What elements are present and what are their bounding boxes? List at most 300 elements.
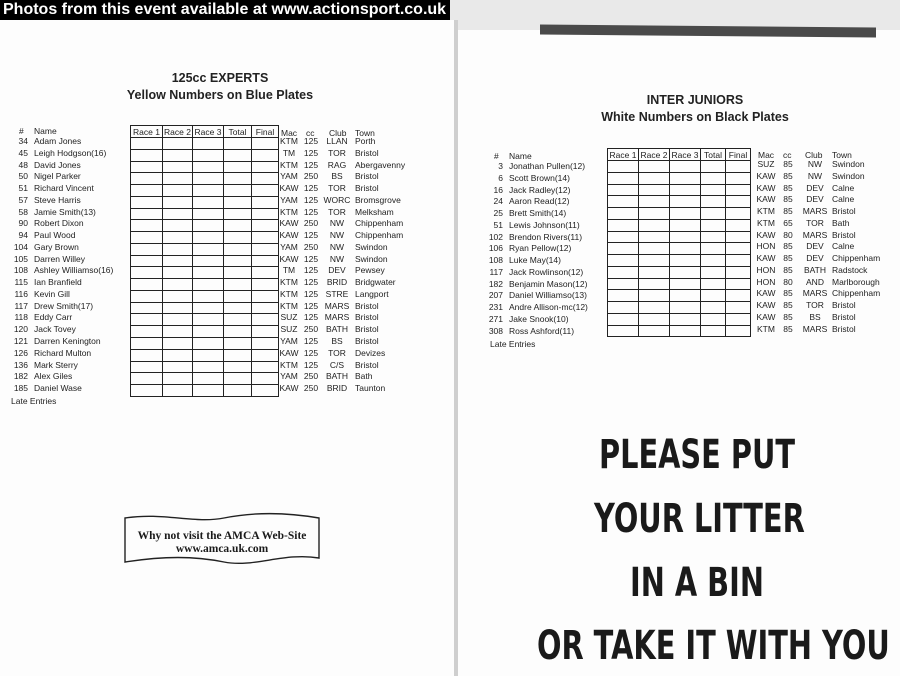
right-rider-club: BATH: [803, 264, 827, 275]
score-cell[interactable]: [131, 279, 163, 291]
left-rider-town: Bristol: [355, 336, 379, 347]
score-cell[interactable]: [193, 361, 224, 373]
table-row: [608, 325, 751, 337]
score-cell[interactable]: [131, 161, 163, 173]
score-cell[interactable]: [608, 313, 639, 325]
left-rider-cc: 250: [303, 218, 319, 229]
score-cell[interactable]: [193, 314, 224, 326]
right-rider-club: BS: [809, 311, 821, 322]
right-rider-club: DEV: [806, 253, 824, 264]
left-rider-mac: TM: [282, 147, 296, 158]
left-rider-cc: 125: [303, 253, 319, 264]
score-cell[interactable]: [726, 196, 751, 208]
left-rider-name: Eddy Carr: [34, 312, 73, 323]
right-rider-cc: 85: [783, 288, 793, 299]
score-cell[interactable]: [670, 208, 701, 220]
score-cell[interactable]: [193, 255, 224, 267]
right-rider-num: 51: [493, 219, 503, 230]
right-rider-cc: 85: [783, 264, 793, 275]
score-cell[interactable]: [608, 208, 639, 220]
score-cell[interactable]: [726, 290, 751, 302]
score-cell[interactable]: [726, 266, 751, 278]
score-cell[interactable]: [726, 172, 751, 184]
score-cell[interactable]: [701, 278, 726, 290]
table-row: [131, 373, 279, 385]
score-cell[interactable]: [701, 172, 726, 184]
score-cell[interactable]: [131, 267, 163, 279]
score-cell[interactable]: [701, 161, 726, 173]
left-rider-club: MARS: [324, 312, 350, 323]
score-cell[interactable]: [224, 149, 252, 161]
score-cell[interactable]: [639, 266, 670, 278]
right-rider-club: MARS: [802, 323, 828, 334]
score-cell[interactable]: [224, 267, 252, 279]
right-head-club: Club: [805, 150, 823, 160]
score-cell[interactable]: [163, 302, 193, 314]
score-cell[interactable]: [639, 255, 670, 267]
right-rider-cc: 85: [783, 323, 793, 334]
left-head-mac: Mac: [281, 128, 298, 138]
score-cell[interactable]: [224, 232, 252, 244]
left-rider-mac: KAW: [279, 347, 299, 358]
left-rider-cc: 125: [303, 300, 319, 311]
score-cell[interactable]: [131, 232, 163, 244]
score-cell[interactable]: [163, 373, 193, 385]
score-cell[interactable]: [163, 338, 193, 350]
score-cell[interactable]: [608, 243, 639, 255]
score-cell[interactable]: [131, 338, 163, 350]
score-cell[interactable]: [639, 184, 670, 196]
right-rider-mac: KAW: [756, 300, 776, 311]
score-cell[interactable]: [193, 220, 224, 232]
score-cell[interactable]: [193, 349, 224, 361]
score-cell[interactable]: [701, 208, 726, 220]
score-cell[interactable]: [131, 290, 163, 302]
score-cell[interactable]: [670, 302, 701, 314]
score-cell[interactable]: [224, 361, 252, 373]
left-number-column: [8, 136, 28, 395]
left-rider-num: 120: [13, 324, 28, 335]
score-cell[interactable]: [224, 290, 252, 302]
score-cell[interactable]: [131, 149, 163, 161]
score-cell[interactable]: [701, 266, 726, 278]
score-cell[interactable]: [252, 385, 279, 397]
score-cell[interactable]: [193, 196, 224, 208]
score-cell[interactable]: [252, 173, 279, 185]
score-cell[interactable]: [639, 231, 670, 243]
right-rider-name: Brett Smith(14): [509, 208, 567, 219]
left-rider-club: TOR: [328, 183, 346, 194]
score-cell[interactable]: [252, 243, 279, 255]
score-cell[interactable]: [670, 290, 701, 302]
score-cell[interactable]: [252, 196, 279, 208]
score-cell[interactable]: [608, 196, 639, 208]
score-cell[interactable]: [639, 290, 670, 302]
table-row: [131, 208, 279, 220]
left-rider-name: Gary Brown: [34, 241, 79, 252]
left-rider-town: Bath: [355, 371, 373, 382]
score-cell[interactable]: [726, 313, 751, 325]
score-cell[interactable]: [608, 172, 639, 184]
score-cell[interactable]: [163, 220, 193, 232]
score-cell[interactable]: [608, 231, 639, 243]
score-cell[interactable]: [163, 149, 193, 161]
left-rider-cc: 125: [303, 336, 319, 347]
table-row: [608, 302, 751, 314]
score-cell[interactable]: [224, 326, 252, 338]
score-cell[interactable]: [193, 173, 224, 185]
score-cell[interactable]: [224, 173, 252, 185]
right-rider-cc: 85: [783, 182, 793, 193]
left-rider-num: 94: [18, 230, 28, 241]
score-cell[interactable]: [193, 385, 224, 397]
table-row: [131, 173, 279, 185]
left-rider-town: Langport: [355, 288, 389, 299]
score-cell[interactable]: [639, 243, 670, 255]
left-rider-num: 118: [14, 312, 28, 323]
score-cell[interactable]: [670, 161, 701, 173]
score-cell[interactable]: [131, 314, 163, 326]
score-cell[interactable]: [670, 231, 701, 243]
table-row: [608, 278, 751, 290]
score-cell[interactable]: [726, 219, 751, 231]
score-cell[interactable]: [608, 219, 639, 231]
score-cell[interactable]: [252, 349, 279, 361]
score-cell[interactable]: [224, 338, 252, 350]
right-head-race2: Race 2: [639, 149, 670, 161]
score-cell[interactable]: [163, 255, 193, 267]
left-rider-mac: KTM: [280, 136, 298, 146]
right-rider-town: Bristol: [832, 323, 856, 334]
table-row: [131, 290, 279, 302]
score-cell[interactable]: [670, 266, 701, 278]
score-cell[interactable]: [252, 185, 279, 197]
right-rider-club: MARS: [802, 288, 828, 299]
score-cell[interactable]: [193, 149, 224, 161]
score-cell[interactable]: [224, 255, 252, 267]
left-rider-club: TOR: [328, 347, 346, 358]
score-cell[interactable]: [224, 196, 252, 208]
left-rider-mac: YAM: [280, 171, 298, 182]
score-cell[interactable]: [224, 243, 252, 255]
score-cell[interactable]: [639, 278, 670, 290]
left-rider-club: BRID: [326, 277, 348, 288]
photo-banner[interactable]: Photos from this event available at www.actionsport.co.uk: [0, 0, 450, 20]
score-cell[interactable]: [193, 373, 224, 385]
score-cell[interactable]: [163, 196, 193, 208]
score-cell[interactable]: [163, 267, 193, 279]
score-cell[interactable]: [701, 290, 726, 302]
table-row: [608, 290, 751, 302]
score-cell[interactable]: [163, 385, 193, 397]
score-cell[interactable]: [193, 290, 224, 302]
score-cell[interactable]: [224, 314, 252, 326]
score-cell[interactable]: [193, 302, 224, 314]
score-cell[interactable]: [639, 172, 670, 184]
right-cc-column: [779, 159, 797, 335]
score-cell[interactable]: [193, 243, 224, 255]
score-cell[interactable]: [131, 349, 163, 361]
score-cell[interactable]: [193, 338, 224, 350]
score-cell[interactable]: [252, 138, 279, 150]
score-cell[interactable]: [224, 138, 252, 150]
left-rider-cc: 250: [303, 371, 319, 382]
score-cell[interactable]: [608, 290, 639, 302]
left-rider-cc: 250: [303, 171, 319, 182]
score-cell[interactable]: [670, 172, 701, 184]
score-cell[interactable]: [252, 232, 279, 244]
left-rider-cc: 250: [303, 241, 319, 252]
score-cell[interactable]: [701, 255, 726, 267]
right-rider-mac: KTM: [757, 323, 775, 334]
score-cell[interactable]: [193, 161, 224, 173]
score-cell[interactable]: [726, 208, 751, 220]
score-cell[interactable]: [639, 302, 670, 314]
left-rider-mac: KTM: [280, 300, 298, 311]
score-cell[interactable]: [252, 290, 279, 302]
score-cell[interactable]: [608, 255, 639, 267]
score-cell[interactable]: [252, 314, 279, 326]
left-rider-town: Bristol: [355, 359, 379, 370]
score-cell[interactable]: [163, 326, 193, 338]
score-cell[interactable]: [193, 232, 224, 244]
score-cell[interactable]: [726, 278, 751, 290]
right-rider-club: MARS: [802, 229, 828, 240]
score-cell[interactable]: [670, 243, 701, 255]
score-cell[interactable]: [726, 161, 751, 173]
score-cell[interactable]: [639, 219, 670, 231]
score-cell[interactable]: [726, 184, 751, 196]
table-row: [131, 338, 279, 350]
score-cell[interactable]: [131, 361, 163, 373]
score-cell[interactable]: [608, 161, 639, 173]
score-cell[interactable]: [701, 196, 726, 208]
score-cell[interactable]: [224, 185, 252, 197]
left-rider-mac: KAW: [279, 383, 299, 394]
left-rider-cc: 125: [303, 359, 319, 370]
score-cell[interactable]: [670, 255, 701, 267]
score-cell[interactable]: [608, 266, 639, 278]
left-rider-mac: KTM: [280, 359, 298, 370]
score-cell[interactable]: [131, 385, 163, 397]
score-cell[interactable]: [670, 196, 701, 208]
score-cell[interactable]: [224, 349, 252, 361]
left-subtitle: Yellow Numbers on Blue Plates: [126, 88, 314, 102]
score-cell[interactable]: [131, 302, 163, 314]
right-rider-town: Swindon: [832, 159, 865, 169]
score-cell[interactable]: [639, 313, 670, 325]
left-rider-town: Bristol: [355, 300, 379, 311]
right-rider-mac: KAW: [756, 170, 776, 181]
left-rider-name: Ian Branfield: [34, 277, 82, 288]
score-cell[interactable]: [163, 243, 193, 255]
score-cell[interactable]: [224, 302, 252, 314]
score-cell[interactable]: [670, 325, 701, 337]
score-cell[interactable]: [163, 138, 193, 150]
left-rider-num: 115: [14, 277, 28, 288]
score-cell[interactable]: [131, 185, 163, 197]
left-rider-club: TOR: [328, 147, 346, 158]
score-cell[interactable]: [163, 173, 193, 185]
score-cell[interactable]: [726, 325, 751, 337]
left-rider-cc: 125: [303, 206, 319, 217]
score-cell[interactable]: [701, 231, 726, 243]
score-cell[interactable]: [193, 208, 224, 220]
score-cell[interactable]: [608, 184, 639, 196]
left-rider-club: BATH: [325, 324, 349, 335]
left-rider-town: Pewsey: [355, 265, 385, 276]
amca-ad-line1: Why not visit the AMCA Web-Site: [137, 530, 307, 542]
score-cell[interactable]: [131, 220, 163, 232]
score-cell[interactable]: [131, 255, 163, 267]
poster-line-4: OR TAKE IT WITH YOU: [537, 623, 890, 669]
left-rider-num: 57: [18, 194, 28, 205]
right-rider-name: Andre Allison-mc(12): [509, 302, 588, 313]
score-cell[interactable]: [726, 243, 751, 255]
right-rider-cc: 85: [783, 206, 793, 217]
score-cell[interactable]: [726, 255, 751, 267]
score-cell[interactable]: [670, 278, 701, 290]
score-cell[interactable]: [670, 219, 701, 231]
score-cell[interactable]: [252, 255, 279, 267]
score-cell[interactable]: [252, 326, 279, 338]
score-cell[interactable]: [701, 313, 726, 325]
score-cell[interactable]: [163, 208, 193, 220]
right-rider-mac: KAW: [756, 253, 776, 264]
score-cell[interactable]: [252, 161, 279, 173]
score-cell[interactable]: [252, 149, 279, 161]
score-cell[interactable]: [193, 326, 224, 338]
score-cell[interactable]: [193, 138, 224, 150]
score-cell[interactable]: [193, 279, 224, 291]
score-cell[interactable]: [131, 326, 163, 338]
score-cell[interactable]: [639, 325, 670, 337]
left-rider-num: 48: [18, 159, 28, 170]
poster-line-2: YOUR LITTER: [594, 496, 805, 542]
table-row: [131, 185, 279, 197]
score-cell[interactable]: [701, 302, 726, 314]
left-rider-num: 105: [13, 253, 28, 264]
score-cell[interactable]: [726, 231, 751, 243]
score-cell[interactable]: [224, 279, 252, 291]
right-rider-mac: KAW: [756, 182, 776, 193]
score-cell[interactable]: [701, 243, 726, 255]
score-cell[interactable]: [252, 220, 279, 232]
score-cell[interactable]: [252, 208, 279, 220]
left-head-town: Town: [355, 128, 375, 138]
score-cell[interactable]: [224, 208, 252, 220]
score-cell[interactable]: [163, 279, 193, 291]
score-cell[interactable]: [224, 220, 252, 232]
table-row: [608, 161, 751, 173]
score-cell[interactable]: [131, 373, 163, 385]
right-rider-num: 24: [493, 196, 503, 207]
score-cell[interactable]: [224, 373, 252, 385]
right-rider-club: NW: [807, 159, 823, 169]
right-rider-num: 117: [489, 266, 503, 277]
score-cell[interactable]: [608, 302, 639, 314]
left-head-race1: Race 1: [131, 126, 163, 138]
score-cell[interactable]: [131, 243, 163, 255]
right-rider-mac: KTM: [757, 206, 775, 217]
score-cell[interactable]: [252, 373, 279, 385]
score-cell[interactable]: [726, 302, 751, 314]
left-rider-num: 90: [18, 218, 28, 229]
score-cell[interactable]: [252, 279, 279, 291]
right-rider-cc: 85: [783, 300, 793, 311]
left-rider-name: Alex Giles: [34, 371, 73, 382]
score-cell[interactable]: [131, 173, 163, 185]
score-cell[interactable]: [193, 185, 224, 197]
right-title: INTER JUNIORS: [646, 93, 744, 107]
score-cell[interactable]: [639, 196, 670, 208]
left-rider-name: Darren Kenington: [34, 336, 101, 347]
left-rider-mac: KAW: [279, 183, 299, 194]
left-rider-town: Bristol: [355, 147, 379, 158]
score-cell[interactable]: [670, 313, 701, 325]
score-cell[interactable]: [252, 267, 279, 279]
right-rider-num: 207: [488, 290, 503, 301]
left-rider-club: BATH: [325, 371, 349, 382]
right-head-name: Name: [509, 151, 532, 161]
left-rider-town: Porth: [355, 136, 376, 146]
score-cell[interactable]: [224, 161, 252, 173]
score-cell[interactable]: [701, 184, 726, 196]
left-rider-name: Jack Tovey: [34, 324, 76, 335]
score-cell[interactable]: [701, 325, 726, 337]
score-cell[interactable]: [701, 219, 726, 231]
right-rider-mac: KAW: [756, 311, 776, 322]
table-row: [131, 361, 279, 373]
left-head-cc: cc: [306, 128, 315, 138]
score-cell[interactable]: [163, 361, 193, 373]
score-cell[interactable]: [163, 314, 193, 326]
score-cell[interactable]: [639, 208, 670, 220]
score-cell[interactable]: [193, 267, 224, 279]
score-cell[interactable]: [639, 161, 670, 173]
score-cell[interactable]: [252, 361, 279, 373]
score-cell[interactable]: [608, 278, 639, 290]
score-cell[interactable]: [163, 232, 193, 244]
score-cell[interactable]: [163, 290, 193, 302]
right-rider-name: Aaron Read(12): [509, 196, 570, 207]
left-mac-column: [276, 136, 302, 395]
right-rider-town: Chippenham: [832, 253, 881, 264]
score-cell[interactable]: [224, 385, 252, 397]
left-cc-column: [302, 136, 320, 395]
left-rider-mac: YAM: [280, 371, 298, 382]
left-rider-mac: SUZ: [280, 312, 298, 323]
score-cell[interactable]: [252, 302, 279, 314]
left-rider-mac: KAW: [279, 253, 299, 264]
left-rider-mac: KAW: [279, 218, 299, 229]
table-row: [608, 266, 751, 278]
score-cell[interactable]: [163, 185, 193, 197]
right-rider-town: Bristol: [832, 300, 856, 311]
left-rider-town: Bristol: [355, 312, 379, 323]
score-cell[interactable]: [670, 184, 701, 196]
amca-web-banner[interactable]: [124, 512, 320, 570]
score-cell[interactable]: [252, 338, 279, 350]
amca-ad-url[interactable]: www.amca.uk.com: [175, 543, 269, 555]
score-cell[interactable]: [131, 196, 163, 208]
score-cell[interactable]: [608, 325, 639, 337]
score-cell[interactable]: [131, 208, 163, 220]
left-rider-town: Melksham: [355, 206, 394, 217]
score-cell[interactable]: [163, 349, 193, 361]
score-cell[interactable]: [131, 138, 163, 150]
score-cell[interactable]: [163, 161, 193, 173]
